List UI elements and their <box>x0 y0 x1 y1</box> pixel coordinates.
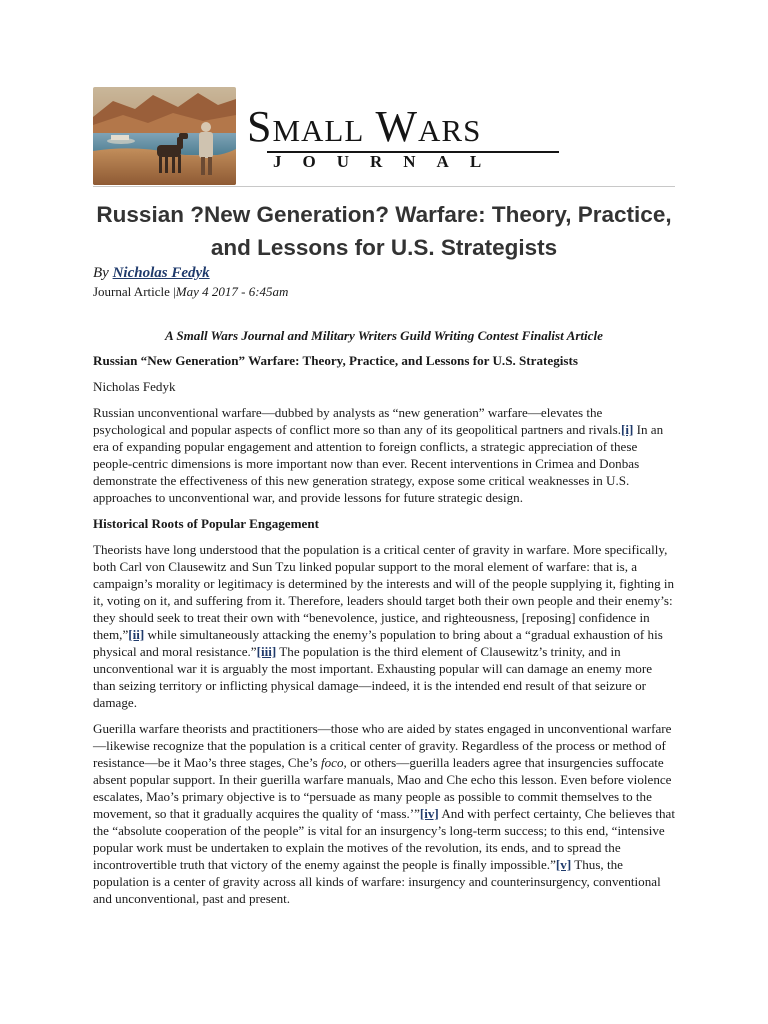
paragraph-3-text-end: Thus, the population is a center of gravity across all kinds of warfare: insurgency and counterinsurgency, conventional and unconventional, past and present. <box>93 857 661 906</box>
masthead <box>93 87 675 187</box>
article-body <box>93 327 675 916</box>
paragraph-3 <box>93 720 675 907</box>
paragraph-2-text-end: The population is the third element of Clausewitz’s trinity, and in unconventional war it is arguably the most important. Exhausting popular will can damage an enemy more than seizing territory or inflicting physical damage—indeed, it is the intended end result of that seizure or damage. <box>93 644 653 710</box>
paragraph-3-text: Guerilla warfare theorists and practitioners—those who are aided by states engaged in unconventional warfare—likewise recognize that the population is a critical center of gravity. Regardless of the process or method of resistance—be it Mao’s three stages, Che’s <box>93 721 672 770</box>
byline <box>93 265 210 282</box>
paragraph-3-text-mid: And with perfect certainty, Che believes that the “absolute cooperation of the people” is vital for an insurgency’s long-term success; to this end, “intensive popular work must be undertaken to explain the motives of the revolution, its ends, and to spread the incontrovertible truth that victory of the enemy against the people is finally impossible.” <box>93 806 676 872</box>
meta-separator: | <box>173 284 176 299</box>
masthead-logo <box>247 102 557 171</box>
footnote-link-i[interactable]: [i] <box>620 422 634 437</box>
paragraph-2 <box>93 541 675 711</box>
foco-term: foco, <box>321 755 347 770</box>
footnote-link-iv[interactable]: [iv] <box>419 806 439 821</box>
masthead-title: Small Wars <box>247 102 482 151</box>
masthead-photo <box>93 87 236 185</box>
inner-author: Nicholas Fedyk <box>93 379 176 394</box>
paragraph-1-text: Russian unconventional warfare—dubbed by analysts as “new generation” warfare—elevates the psychological and popular aspects of conflict more so than any of its geopolitical partners and rivals. <box>93 405 621 437</box>
paragraph-3-text-cont: or others—guerilla leaders agree that insurgencies suffocate absent popular support. In their guerilla warfare manuals, Mao and Che echo this lesson. Even before violence escalates, Mao’s primary objective is to “persuade as many people as possible to commit themselves to the movement, so that it gradually acquires the quality of ‘mass.’” <box>93 755 672 821</box>
paragraph-1 <box>93 404 675 506</box>
paragraph-2-text-cont: while simultaneously attacking the enemy’s population to bring about a “gradual exhaustion of his physical and moral resistance.” <box>93 627 663 659</box>
author-link[interactable]: Nicholas Fedyk <box>112 265 210 281</box>
inner-title: Russian “New Generation” Warfare: Theory, Practice, and Lessons for U.S. Strategists <box>93 353 578 368</box>
footnote-link-v[interactable]: [v] <box>555 857 572 872</box>
footnote-link-ii[interactable]: [ii] <box>128 627 145 642</box>
article-meta <box>93 284 288 300</box>
footnote-link-iii[interactable]: [iii] <box>256 644 277 659</box>
article-date: May 4 2017 - 6:45am <box>175 284 289 299</box>
paragraph-2-text: Theorists have long understood that the population is a critical center of gravity in warfare. More specifically, both Carl von Clausewitz and Sun Tzu linked popular support to the moral element of warfare: that is, a campaign’s morality or legitimacy is determined by the interests and will of the people supplying it, fighting in it, voting on it, and suffering from it. Therefore, leaders should target both their own people and their enemy’s: they should seek to treat their own with “benevolence, justice, and righteousness, [reposing] confidence in them,” <box>93 542 675 642</box>
article-title: Russian ?New Generation? Warfare: Theory, Practice, and Lessons for U.S. Strategists <box>96 202 672 260</box>
contest-note: A Small Wars Journal and Military Writers Guild Writing Contest Finalist Article <box>165 328 603 343</box>
header-divider <box>93 186 675 187</box>
article-type: Journal Article <box>93 284 170 299</box>
masthead-subtitle: JOURNAL <box>273 152 503 171</box>
byline-prefix: By <box>93 265 109 281</box>
paragraph-1-text-cont: In an era of expanding popular engagement and attention to foreign conflicts, a strategic appreciation of these people-centric dimensions is more important now than ever. Recent interventions in Crimea and Donbas demonstrate the effectiveness of this new generation strategy, expose some critical weaknesses in U.S. approaches to unconventional war, and provide lessons for future strategic design. <box>93 422 664 505</box>
section-heading: Historical Roots of Popular Engagement <box>93 516 319 531</box>
